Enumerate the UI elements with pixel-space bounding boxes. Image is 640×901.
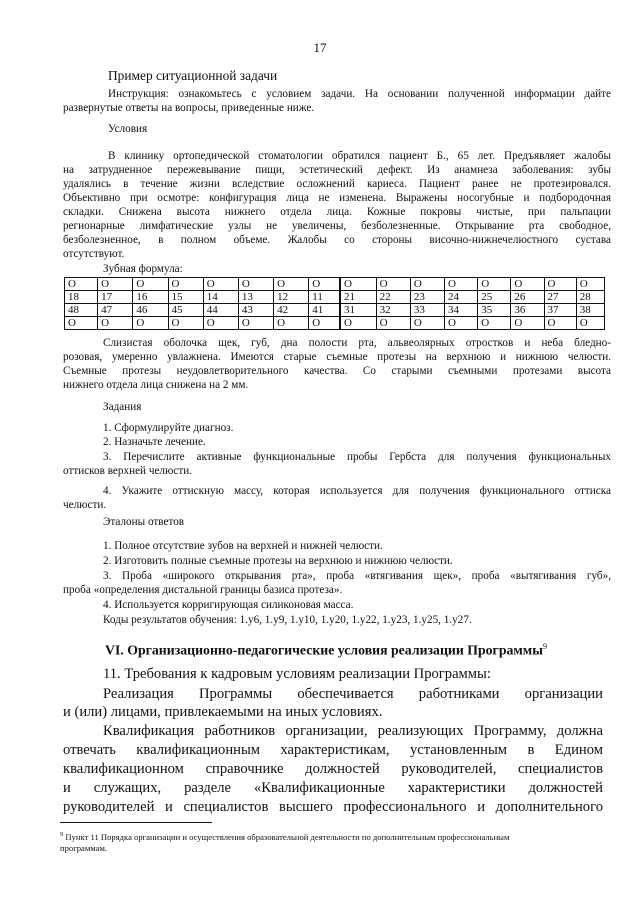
tooth-status: O (340, 278, 376, 291)
case-line-8: отсутствуют. (63, 248, 125, 260)
dental-formula-table (64, 277, 605, 330)
req-para2-line-2: отвечать квалификационным характеристикам, установленным в Едином (63, 742, 603, 758)
tooth-status: O (445, 278, 478, 291)
tooth-number: 16 (133, 291, 168, 304)
req-para2-line-3: квалификационном справочнике должностей руководителей, специалистов (63, 761, 603, 777)
tooth-status: O (274, 317, 309, 330)
mucosa-line-4: нижнего отдела лица снижена на 2 мм. (63, 379, 249, 391)
answer-1: 1. Полное отсутствие зубов на верхней и нижней челюсти. (103, 540, 383, 552)
tooth-status: O (410, 278, 444, 291)
conditions-label: Условия (108, 123, 148, 135)
answer-4: 4. Используется корригирующая силиконовая масса. (103, 599, 354, 611)
task-3-line-2: оттисков верхней челюсти. (63, 465, 192, 477)
tooth-number: 41 (309, 304, 340, 317)
req-para1-line-1: Реализация Программы обеспечивается работниками организации (103, 686, 603, 702)
tooth-number: 33 (410, 304, 444, 317)
tooth-number: 15 (168, 291, 203, 304)
tooth-number: 23 (410, 291, 444, 304)
answers-label: Эталоны ответов (103, 516, 185, 528)
tooth-status: O (168, 317, 203, 330)
answer-2: 2. Изготовить полные съемные протезы на верхнюю и нижнюю челюсти. (103, 555, 453, 567)
footnote-text-line-1: Пункт 11 Порядка организации и осуществления образовательной деятельности по дополнительным профессиональным (65, 831, 510, 842)
tooth-number: 27 (544, 291, 576, 304)
tooth-status: O (340, 317, 376, 330)
tooth-status: O (445, 317, 478, 330)
tooth-status: O (309, 278, 340, 291)
tooth-status: O (168, 278, 203, 291)
tooth-status: O (133, 317, 168, 330)
tooth-status: O (133, 278, 168, 291)
footnote-text-line-2: программам. (60, 842, 108, 853)
tooth-status: O (238, 278, 273, 291)
tooth-status: O (309, 317, 340, 330)
tooth-status: O (376, 317, 410, 330)
task-4-line-1: 4. Укажите оттискную массу, которая используется для получения функционального оттиска (103, 485, 611, 497)
tooth-status: O (576, 278, 604, 291)
tooth-status: O (65, 278, 98, 291)
tooth-number: 32 (376, 304, 410, 317)
tooth-number: 44 (203, 304, 238, 317)
mucosa-line-2: розовая, умеренно увлажнена. Имеются старые съемные протезы на верхнюю и нижнюю челюсти. (63, 351, 611, 363)
tooth-status: O (478, 278, 511, 291)
tooth-number: 35 (478, 304, 511, 317)
req-para2-line-4: и служащих, разделе «Квалификационные характеристики должностей (63, 780, 603, 796)
section-title-text: VI. Организационно-педагогические условия реализации Программы (105, 642, 543, 658)
tooth-number: 34 (445, 304, 478, 317)
tooth-number: 45 (168, 304, 203, 317)
tooth-number: 14 (203, 291, 238, 304)
footnote-divider (60, 822, 212, 823)
tooth-number: 22 (376, 291, 410, 304)
tasks-label: Задания (103, 401, 142, 413)
lower-status-row (65, 317, 605, 330)
case-line-1: В клинику ортопедической стоматологии обратился пациент Б., 65 лет. Предъявляет жалобы (108, 150, 611, 162)
answer-3-line-1: 3. Проба «широкого открывания рта», проба «втягивания щек», проба «вытягивания губ», (103, 570, 611, 582)
tooth-status: O (410, 317, 444, 330)
tooth-status: O (511, 278, 544, 291)
tooth-number: 46 (133, 304, 168, 317)
case-heading: Пример ситуационной задачи (108, 68, 278, 83)
section-title (105, 642, 547, 659)
tooth-number: 48 (65, 304, 98, 317)
tooth-number: 28 (576, 291, 604, 304)
case-line-6: регионарные лимфатические узлы не увеличены, безболезненные. Открывание рта свободное, (63, 220, 611, 232)
answer-3-line-2: проба «определения дистальной границы базиса протеза». (63, 584, 343, 596)
tooth-status: O (98, 278, 133, 291)
section-footnote-mark: 9 (542, 642, 547, 651)
task-3-line-1: 3. Перечислите активные функциональные пробы Гербста для получения функциональных (103, 451, 611, 463)
case-line-4: Объективно при осмотре: конфигурация лица не изменена. Выражены носогубные и подбородочная (63, 192, 611, 204)
tooth-status: O (274, 278, 309, 291)
tooth-status: O (376, 278, 410, 291)
tooth-status: O (544, 317, 576, 330)
mucosa-line-3: Съемные протезы неудовлетворительного качества. Со старыми съемными протезами высота (63, 365, 611, 377)
tooth-status: O (203, 317, 238, 330)
req-para1-line-2: и (или) лицами, привлекаемыми на иных условиях. (63, 704, 383, 720)
tooth-status: O (238, 317, 273, 330)
tooth-number: 11 (309, 291, 340, 304)
tooth-number: 38 (576, 304, 604, 317)
tooth-number: 21 (340, 291, 376, 304)
tooth-number: 42 (274, 304, 309, 317)
tooth-number: 31 (340, 304, 376, 317)
page-number: 17 (313, 40, 327, 55)
task-2: 2. Назначьте лечение. (103, 436, 206, 448)
lower-teeth-row (65, 304, 605, 317)
footnote (60, 829, 620, 854)
instruction-line-1: Инструкция: ознакомьтесь с условием задачи. На основании полученной информации дайте (108, 88, 611, 100)
tooth-status: O (511, 317, 544, 330)
tooth-number: 25 (478, 291, 511, 304)
req-para2-line-5: руководителей и специалистов высшего профессионального и дополнительного (63, 799, 603, 815)
tooth-number: 17 (98, 291, 133, 304)
case-line-7: безболезненное, в полном объеме. Жалобы со стороны височно-нижнечелюстного сустава (63, 234, 611, 246)
case-line-3: удалялись в течение жизни вследствие осложнений кариеса. Пациент ранее не протезировался. (63, 178, 611, 190)
upper-teeth-row (65, 291, 605, 304)
instruction-line-2: развернутые ответы на вопросы, приведенные ниже. (63, 102, 315, 114)
tooth-number: 26 (511, 291, 544, 304)
tooth-number: 13 (238, 291, 273, 304)
tooth-status: O (203, 278, 238, 291)
tooth-number: 24 (445, 291, 478, 304)
tooth-number: 12 (274, 291, 309, 304)
tooth-number: 18 (65, 291, 98, 304)
case-line-2: на затрудненное пережевывание пищи, эстетический дефект. Из анамнеза заболевания: зубы (63, 164, 611, 176)
tooth-number: 47 (98, 304, 133, 317)
tooth-number: 43 (238, 304, 273, 317)
tooth-status: O (478, 317, 511, 330)
case-line-5: складки. Снижена высота нижнего отдела лица. Кожные покровы чистые, при пальпации (63, 206, 611, 218)
tooth-status: O (98, 317, 133, 330)
tooth-status: O (544, 278, 576, 291)
task-4-line-2: челюсти. (63, 499, 107, 511)
req-para2-line-1: Квалификация работников организации, реализующих Программу, должна (103, 723, 603, 739)
footnote-mark: 9 (60, 831, 64, 838)
tooth-number: 36 (511, 304, 544, 317)
tooth-status: O (65, 317, 98, 330)
upper-status-row (65, 278, 605, 291)
dental-formula-label: Зубная формула: (103, 263, 183, 275)
tooth-number: 37 (544, 304, 576, 317)
mucosa-line-1: Слизистая оболочка щек, губ, дна полости рта, альвеолярных отростков и неба бледно- (103, 337, 611, 349)
tooth-status: O (576, 317, 604, 330)
learning-codes: Коды результатов обучения: 1.у6, 1.у9, 1.у10, 1.у20, 1.у22, 1.у23, 1.у25, 1.у27. (103, 614, 472, 626)
requirements-title: 11. Требования к кадровым условиям реализации Программы: (103, 666, 491, 682)
task-1: 1. Сформулируйте диагноз. (103, 422, 234, 434)
